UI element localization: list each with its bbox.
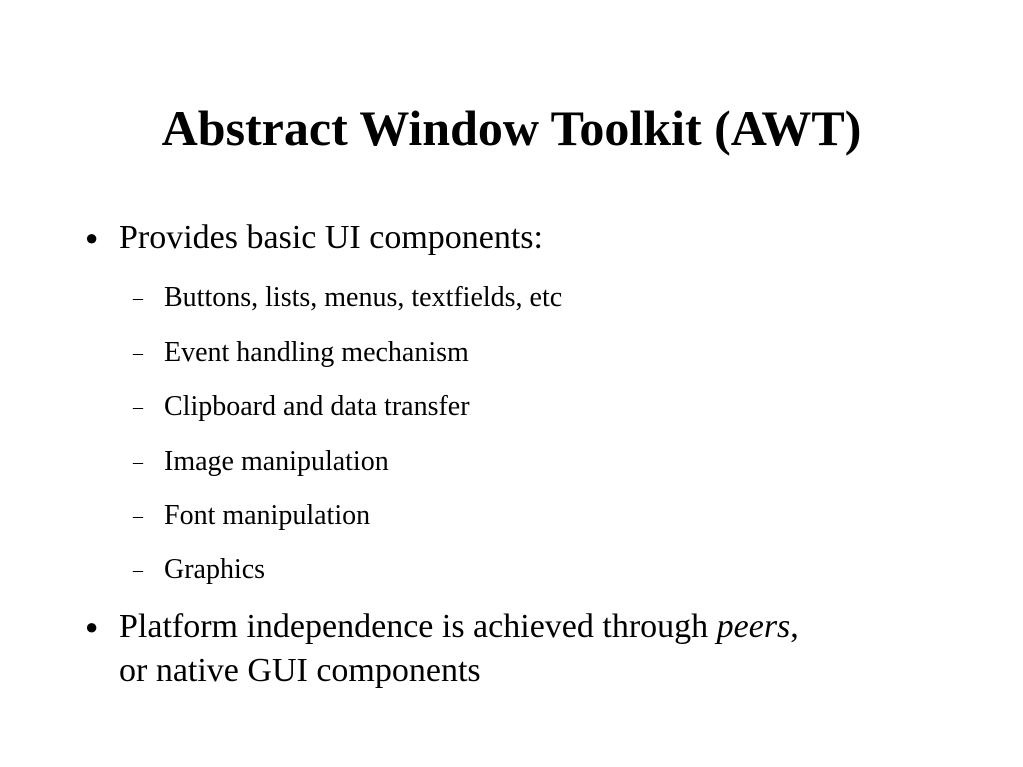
sub-item-text: Clipboard and data transfer <box>164 391 470 422</box>
sub-item-text: Event handling mechanism <box>164 337 469 368</box>
bullet-dot-icon: ● <box>85 614 99 639</box>
dash-icon: – <box>133 505 143 527</box>
dash-icon: – <box>133 559 143 581</box>
bullet-text-line2: or native GUI components <box>119 652 481 689</box>
sub-item-text: Font manipulation <box>164 500 371 531</box>
sub-item-text: Image manipulation <box>164 446 389 477</box>
dash-icon: – <box>133 396 143 418</box>
dash-icon: – <box>133 342 143 364</box>
dash-icon: – <box>133 287 143 309</box>
sub-item-text: Graphics <box>164 554 266 585</box>
dash-icon: – <box>133 451 143 473</box>
bullet-text-part: Platform independence is achieved through <box>119 608 717 645</box>
slide-title: Abstract Window Toolkit (AWT) <box>161 100 862 156</box>
bullet-dot-icon: ● <box>85 225 99 250</box>
sub-item-text: Buttons, lists, menus, textfields, etc <box>164 282 563 313</box>
bullet-text <box>119 605 979 693</box>
bullet-text-emphasis: peers <box>716 608 791 645</box>
bullet-text-part: , <box>790 608 799 645</box>
bullet-text: Provides basic UI components: <box>119 219 543 256</box>
